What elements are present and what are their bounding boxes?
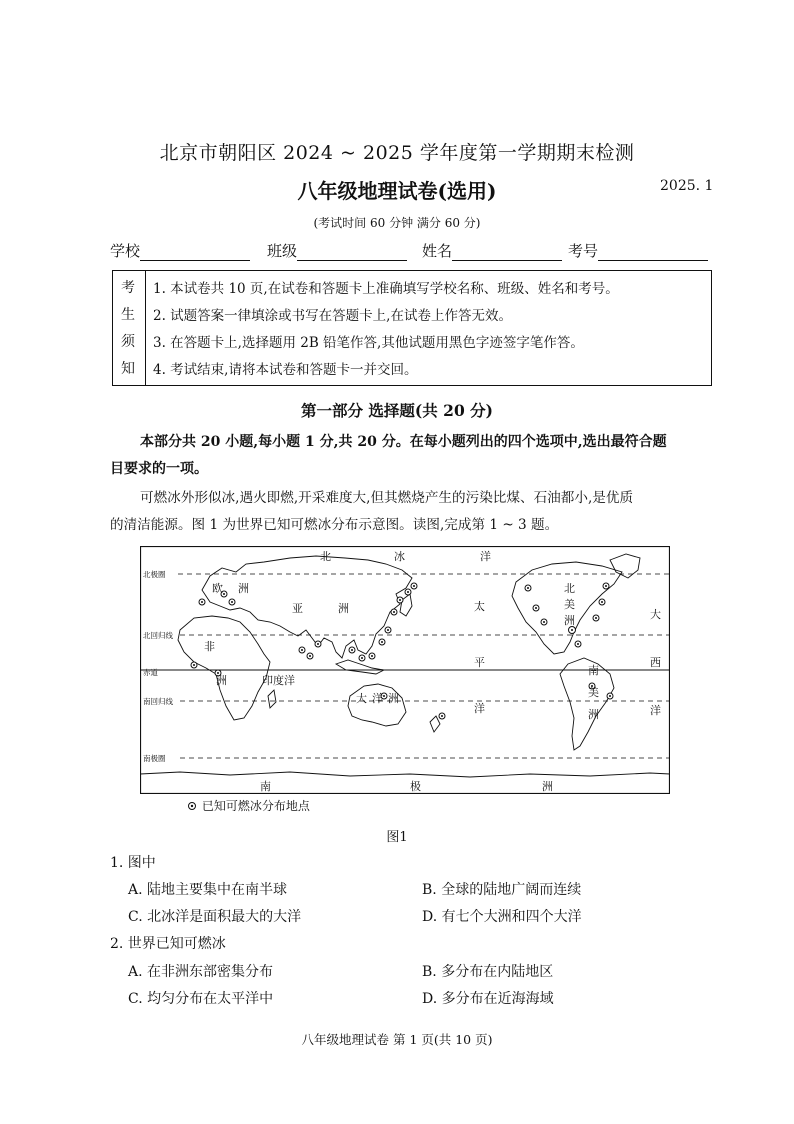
hydrate-site	[575, 641, 581, 647]
map-label: 北	[564, 582, 575, 595]
lat-label-arctic: 北极圈	[143, 570, 166, 579]
hydrate-legend-icon	[186, 800, 198, 812]
notice-item: 3. 在答题卡上,选择题用 2B 铅笔作答,其他试题用黑色字迹签字笔作答。	[153, 335, 584, 351]
hydrate-site	[369, 653, 375, 659]
hydrate-site	[391, 609, 397, 615]
examinee-notice-box	[112, 270, 712, 386]
name-field[interactable]	[422, 240, 562, 261]
hydrate-site	[411, 583, 417, 589]
map-label: 洋	[650, 704, 661, 717]
map-label: 洲	[388, 692, 399, 705]
number-label: 考号	[568, 242, 599, 260]
hydrate-site	[299, 647, 305, 653]
notice-head-char: 知	[121, 361, 135, 377]
map-label: 北	[320, 550, 331, 563]
exam-date: 2025. 1	[660, 178, 714, 194]
map-label: 亚	[292, 602, 303, 615]
context-paragraph: 可燃冰外形似冰,遇火即燃,开采难度大,但其燃烧产生的污染比煤、石油都小,是优质	[140, 490, 634, 506]
exam-subtitle: 八年级地理试卷(选用)	[297, 179, 497, 203]
map-label: 冰	[394, 550, 405, 563]
map-label: 洲	[588, 708, 599, 721]
hydrate-site	[359, 655, 365, 661]
hydrate-site	[439, 713, 445, 719]
question-stem: 1. 图中	[110, 855, 156, 871]
lat-label-capricorn: 南回归线	[143, 697, 173, 706]
map-label: 极	[410, 780, 421, 793]
notice-item: 1. 本试卷共 10 页,在试卷和答题卡上准确填写学校名称、班级、姓名和考号。	[153, 281, 619, 297]
map-label: 洲	[338, 602, 349, 615]
map-label: 太	[474, 600, 485, 613]
hydrate-site	[307, 653, 313, 659]
answer-option[interactable]: B. 全球的陆地广阔而连续	[422, 882, 582, 898]
notice-heading	[113, 271, 146, 385]
notice-item: 2. 试题答案一律填涂或书写在答题卡上,在试卷上作答无效。	[153, 308, 512, 324]
hydrate-site	[525, 585, 531, 591]
question-stem: 2. 世界已知可燃冰	[110, 936, 226, 952]
map-label: 欧	[212, 582, 223, 595]
student-info-fields	[110, 240, 710, 262]
hydrate-site	[533, 605, 539, 611]
exam-title: 北京市朝阳区 2024 ~ 2025 学年度第一学期期末检测	[159, 142, 635, 164]
answer-option[interactable]: C. 北冰洋是面积最大的大洋	[128, 909, 302, 925]
map-label: 美	[564, 598, 575, 611]
hydrate-site	[405, 589, 411, 595]
map-label: 洲	[542, 780, 553, 793]
answer-option[interactable]: A. 在非洲东部密集分布	[128, 964, 274, 980]
hydrate-site	[199, 599, 205, 605]
world-map	[140, 546, 670, 794]
answer-option[interactable]: C. 均匀分布在太平洋中	[128, 991, 274, 1007]
map-label: 洲	[216, 674, 227, 687]
hydrate-site	[397, 597, 403, 603]
hydrate-site	[191, 662, 197, 668]
map-label: 南	[588, 664, 599, 677]
map-label: 洋	[480, 550, 491, 563]
map-label: 非	[204, 640, 215, 653]
page-footer: 八年级地理试卷 第 1 页(共 10 页)	[301, 1032, 493, 1047]
map-label: 西	[650, 656, 661, 669]
figure-label: 图1	[386, 830, 408, 845]
map-label: 平	[474, 656, 485, 669]
map-label: 美	[588, 686, 599, 699]
section-title: 第一部分 选择题(共 20 分)	[301, 401, 493, 420]
map-legend	[186, 797, 310, 814]
section-intro: 目要求的一项。	[110, 461, 208, 477]
map-label: 印度洋	[262, 674, 295, 687]
map-label: 洲	[564, 614, 575, 627]
lat-label-antarctic: 南极圈	[143, 754, 166, 763]
hydrate-site	[349, 647, 355, 653]
exam-info: (考试时间 60 分钟 满分 60 分)	[313, 216, 481, 230]
school-label: 学校	[110, 242, 141, 260]
hydrate-site	[385, 627, 391, 633]
school-field[interactable]	[110, 240, 250, 261]
notice-head-char: 生	[121, 307, 135, 323]
answer-option[interactable]: D. 多分布在近海海域	[422, 991, 554, 1007]
map-label: 大	[650, 608, 661, 621]
hydrate-site	[607, 693, 613, 699]
legend-label: 已知可燃冰分布地点	[201, 799, 310, 813]
hydrate-site	[569, 627, 576, 634]
name-label: 姓名	[422, 242, 453, 260]
map-label: 洋	[372, 692, 383, 705]
number-field[interactable]	[568, 240, 708, 261]
hydrate-site	[603, 583, 609, 589]
answer-option[interactable]: B. 多分布在内陆地区	[422, 964, 554, 980]
hydrate-site	[315, 641, 321, 647]
class-field[interactable]	[267, 240, 407, 261]
hydrate-site	[541, 619, 547, 625]
map-label: 洋	[474, 702, 485, 715]
context-paragraph: 的清洁能源。图 1 为世界已知可燃冰分布示意图。读图,完成第 1 ~ 3 题。	[110, 517, 559, 533]
hydrate-site	[599, 599, 605, 605]
map-label: 南	[260, 780, 271, 793]
answer-option[interactable]: A. 陆地主要集中在南半球	[128, 882, 288, 898]
notice-item: 4. 考试结束,请将本试卷和答题卡一并交回。	[153, 362, 418, 378]
class-label: 班级	[267, 242, 298, 260]
section-intro: 本部分共 20 小题,每小题 1 分,共 20 分。在每小题列出的四个选项中,选出最符合题	[140, 434, 667, 450]
lat-label-cancer: 北回归线	[143, 631, 173, 640]
notice-head-char: 考	[121, 280, 135, 296]
hydrate-site	[593, 615, 599, 621]
hydrate-site	[379, 639, 385, 645]
hydrate-site	[229, 599, 235, 605]
map-label: 大	[356, 692, 367, 705]
notice-head-char: 须	[121, 334, 135, 350]
answer-option[interactable]: D. 有七个大洲和四个大洋	[422, 909, 582, 925]
lat-label-equator: 赤道	[143, 668, 158, 677]
map-label: 洲	[238, 582, 249, 595]
